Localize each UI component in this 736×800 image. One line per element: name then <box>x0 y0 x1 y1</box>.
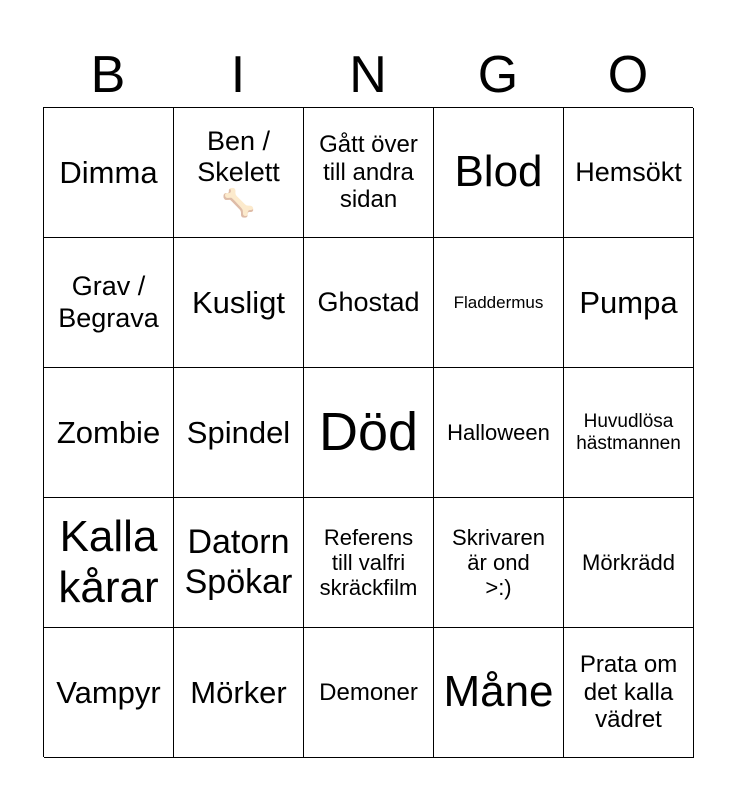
bingo-cell[interactable] <box>304 628 434 758</box>
bingo-header <box>43 44 693 106</box>
cell-text: Prata om det kalla vädret <box>579 651 678 734</box>
bingo-cell[interactable] <box>434 108 564 238</box>
bingo-cell[interactable] <box>564 498 694 628</box>
bingo-cell[interactable] <box>44 238 174 368</box>
cell-text: Ben / Skelett 🦴 <box>197 125 280 219</box>
bingo-cell[interactable] <box>174 238 304 368</box>
bingo-cell[interactable] <box>44 628 174 758</box>
cell-text: Mörkrädd <box>582 549 675 575</box>
bingo-cell[interactable] <box>434 628 564 758</box>
bingo-cell[interactable] <box>174 628 304 758</box>
bingo-cell[interactable] <box>564 108 694 238</box>
cell-text: Dimma <box>59 154 158 190</box>
cell-text: Zombie <box>56 414 161 450</box>
bingo-cell[interactable] <box>44 498 174 628</box>
cell-text: Kusligt <box>191 284 286 320</box>
cell-text: Kalla kårar <box>58 511 159 612</box>
bingo-cell[interactable] <box>174 108 304 238</box>
cell-text: Gått över till andra sidan <box>319 131 418 214</box>
bingo-cell[interactable] <box>564 238 694 368</box>
cell-text: Datorn Spökar <box>184 523 293 601</box>
header-letter-n: N <box>349 46 387 104</box>
cell-text: Mörker <box>190 674 287 710</box>
cell-text: Måne <box>443 667 554 717</box>
cell-text: Hemsökt <box>575 156 682 187</box>
cell-text: Spindel <box>186 414 291 450</box>
bingo-cell[interactable] <box>434 238 564 368</box>
cell-text: Halloween <box>447 419 550 445</box>
cell-text: Ghostad <box>317 286 420 317</box>
header-letter-g: G <box>477 46 519 104</box>
cell-text: Huvudlösa hästmannen <box>576 410 681 454</box>
header-letter-i: I <box>230 46 246 104</box>
cell-text: Skrivaren är ond >:) <box>452 524 545 601</box>
bingo-cell[interactable] <box>434 498 564 628</box>
cell-text: Blod <box>454 147 543 197</box>
header-letter-b: B <box>90 46 126 104</box>
cell-text: Referens till valfri skräckfilm <box>319 524 418 601</box>
cell-text: Fladdermus <box>453 292 544 312</box>
bingo-cell[interactable] <box>304 238 434 368</box>
bingo-cell[interactable] <box>174 368 304 498</box>
bingo-cell[interactable] <box>174 498 304 628</box>
bingo-cell[interactable] <box>44 368 174 498</box>
cell-text: Pumpa <box>579 284 678 320</box>
bingo-cell[interactable] <box>564 368 694 498</box>
cell-text: Vampyr <box>56 674 161 710</box>
bingo-cell[interactable] <box>564 628 694 758</box>
bingo-cell[interactable] <box>304 368 434 498</box>
bingo-cell[interactable] <box>304 108 434 238</box>
bingo-grid <box>43 107 693 757</box>
bingo-cell[interactable] <box>44 108 174 238</box>
bingo-cell[interactable] <box>304 498 434 628</box>
bingo-cell[interactable] <box>434 368 564 498</box>
header-letter-o: O <box>607 46 649 104</box>
cell-text: Demoner <box>319 678 418 706</box>
cell-text: Grav / Begrava <box>58 271 159 333</box>
cell-text: Död <box>318 401 419 462</box>
